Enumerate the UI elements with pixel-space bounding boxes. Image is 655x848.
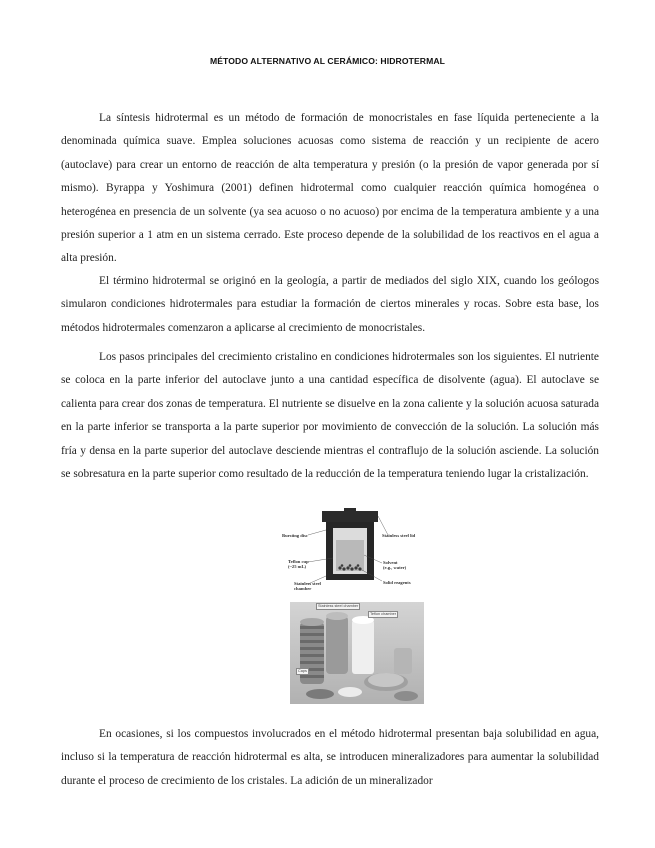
label-steel-lid: Stainless steel lid <box>382 533 416 538</box>
photo-label-caps: Caps <box>298 669 307 673</box>
paragraph-2: El término hidrotermal se originó en la geología, a partir de mediados del siglo XIX, cuando los geólogos simularon condiciones hidrotermales para estudiar la formación de ciertos minerales y rocas. Sobre esta base, los métodos hidrotermales comenzaron a aplicarse al crecimiento de monocristales. <box>61 275 599 334</box>
autoclave-photo <box>290 602 424 704</box>
paragraph-4: En ocasiones, si los compuestos involucrados en el método hidrotermal presentan baja solubilidad en agua, incluso si la temperatura de reacción hidrotermal es alta, se introducen mineralizadores para aumentar la solubilidad durante el proceso de crecimiento de los cristales. La adición de un mineralizador <box>61 728 599 787</box>
photo-label-steel-chamber: Stainless steel chamber <box>318 604 359 608</box>
paragraph-1: La síntesis hidrotermal es un método de formación de monocristales en fase líquida perteneciente a la denominada química suave. Emplea soluciones acuosas como sistema de reacción y un recipiente de acero (autoclave) para crear un entorno de reacción de alta temperatura y presión (o la presión de vapor generada por sí mismo). Byrappa y Yoshimura (2001) definen hidrotermal como cualquier reacción química homogénea o heterogénea en presencia de un solvente (ya sea acuoso o no acuoso) por encima de la temperatura ambiente y a una presión superior a 1 atm en un sistema cerrado. Este proceso depende de la solubilidad de los reactivos en el agua a alta presión. <box>61 112 599 265</box>
label-steel-chamber: Stainless steel <box>294 581 321 586</box>
label-bursting-disc: Bursting disc <box>282 533 308 538</box>
label-steel-chamber-2: chamber <box>294 586 312 591</box>
label-solvent-example: (e.g., water) <box>383 565 407 570</box>
label-teflon-cup: Teflon cup <box>288 559 309 564</box>
paragraph-3: Los pasos principales del crecimiento cristalino en condiciones hidrotermales son los siguientes. El nutriente se coloca en la parte inferior del autoclave junto a una cantidad específica de disolvente (agua). El autoclave se calienta para crear dos zonas de temperatura. El nutriente se disuelve en la zona caliente y la solución acuosa saturada en la parte inferior se transporta a la parte superior por movimiento de convección de la solución. La solución más fría y densa en la parte superior del autoclave desciende mientras el contraflujo de la solución asciende. La solución se sobresatura en la parte superior como resultado de la reducción de la temperatura teniendo lugar la cristalización. <box>61 351 599 481</box>
page-title: MÉTODO ALTERNATIVO AL CERÁMICO: HIDROTERMAL <box>209 56 446 66</box>
label-solvent: Solvent <box>383 560 398 565</box>
steel-lid <box>322 511 378 522</box>
label-teflon-cup-volume: (~25 mL) <box>288 564 307 569</box>
label-solid-reagents: Solid reagents <box>383 580 411 585</box>
photo-label-teflon-chamber: Teflon chamber <box>370 612 396 616</box>
autoclave-figure <box>282 508 432 704</box>
